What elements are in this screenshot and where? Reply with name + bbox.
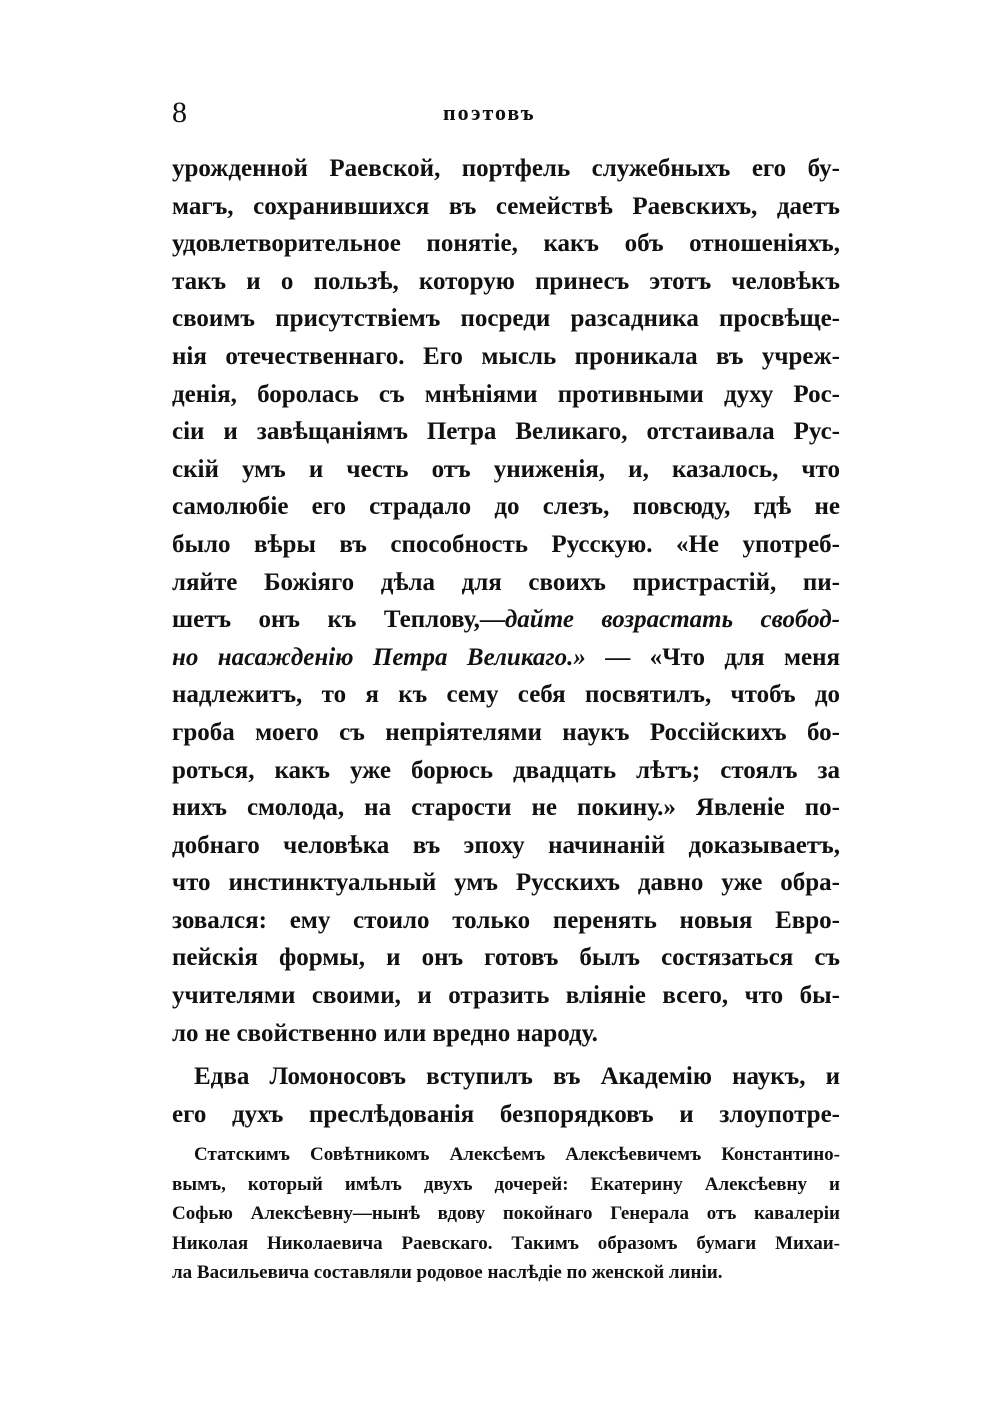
text-line: было вѣры въ способность Русскую. «Не употреб- [172, 530, 840, 558]
page-number: 8 [172, 96, 187, 129]
text-line: Едва Ломоносовъ вступилъ въ Академію наукъ, и [194, 1063, 840, 1091]
footnote-line: вымъ, который имѣлъ двухъ дочерей: Екатерину Алексѣевну и [172, 1173, 840, 1195]
italic-quote: дайте возрастать свобод- [504, 606, 840, 634]
text-line: удовлетворительное понятіе, какъ объ отношеніяхъ, [172, 230, 840, 258]
text-segment: шетъ онъ къ Теплову,— [172, 606, 505, 634]
text-line: роться, какъ уже борюсь двадцать лѣтъ; стоялъ за [172, 756, 840, 784]
text-line: ляйте Божіяго дѣла для своихъ пристрастій, пи- [172, 568, 840, 596]
text-line: скій умъ и честь отъ униженія, и, казалось, что [172, 455, 840, 483]
text-line: что инстинктуальный умъ Русскихъ давно уже обра- [172, 869, 840, 897]
text-line: нія отечественнаго. Его мысль проникала въ учреж- [172, 342, 840, 370]
text-line: магъ, сохранившихся въ семействѣ Раевскихъ, даетъ [172, 192, 840, 220]
text-line: его духъ преслѣдованія безпорядковъ и злоупотре- [172, 1100, 840, 1128]
text-line: урожденной Раевской, портфель служебныхъ его бу- [172, 155, 840, 182]
main-text [172, 150, 840, 1133]
text-line: денія, боролась съ мнѣніями противными духу Рос- [172, 380, 840, 408]
text-line: зовался: ему стоило только перенять новыя Евро- [172, 906, 840, 934]
text-line: такъ и о пользѣ, которую принесъ этотъ человѣкъ [172, 267, 840, 295]
text-line: добнаго человѣка въ эпоху начинаній доказываетъ, [172, 831, 840, 859]
italic-quote: но насажденію Петра Великаго.» [172, 643, 586, 671]
text-line: самолюбіе его страдало до слезъ, повсюду, гдѣ не [172, 493, 840, 521]
text-line: надлежитъ, то я къ сему себя посвятилъ, чтобъ до [172, 681, 840, 709]
footnote-line: Софью Алексѣевну—нынѣ вдову покойнаго Генерала отъ кавалеріи [172, 1203, 840, 1224]
text-line-mixed [172, 601, 840, 639]
text-line: сіи и завѣщаніямъ Петра Великаго, отстаивала Рус- [172, 418, 840, 446]
text-line: учителями своими, и отразить вліяніе всего, что бы- [172, 982, 840, 1010]
footnote [172, 1140, 840, 1288]
running-title: поэтовъ [443, 100, 536, 125]
text-line: своимъ присутствіемъ посреди разсадника просвѣще- [172, 305, 840, 333]
footnote-line: Николая Николаевича Раевскаго. Такимъ образомъ бумаги Михаи- [172, 1232, 840, 1254]
text-line: пейскія формы, и онъ готовъ былъ состязаться съ [172, 944, 840, 972]
text-line: гроба моего съ непріятелями наукъ Россійскихъ бо- [172, 718, 840, 746]
text-segment: — «Что для меня [585, 643, 840, 671]
footnote-line: ла Васильевича составляли родовое наслѣдіе по женской линіи. [172, 1262, 723, 1283]
text-line: ло не свойственно или вредно народу. [172, 1019, 598, 1047]
text-line-mixed [172, 639, 840, 677]
text-line: нихъ смолода, на старости не покину.» Явленіе по- [172, 794, 840, 822]
footnote-line: Статскимъ Совѣтникомъ Алексѣемъ Алексѣевичемъ Константино- [194, 1144, 840, 1165]
